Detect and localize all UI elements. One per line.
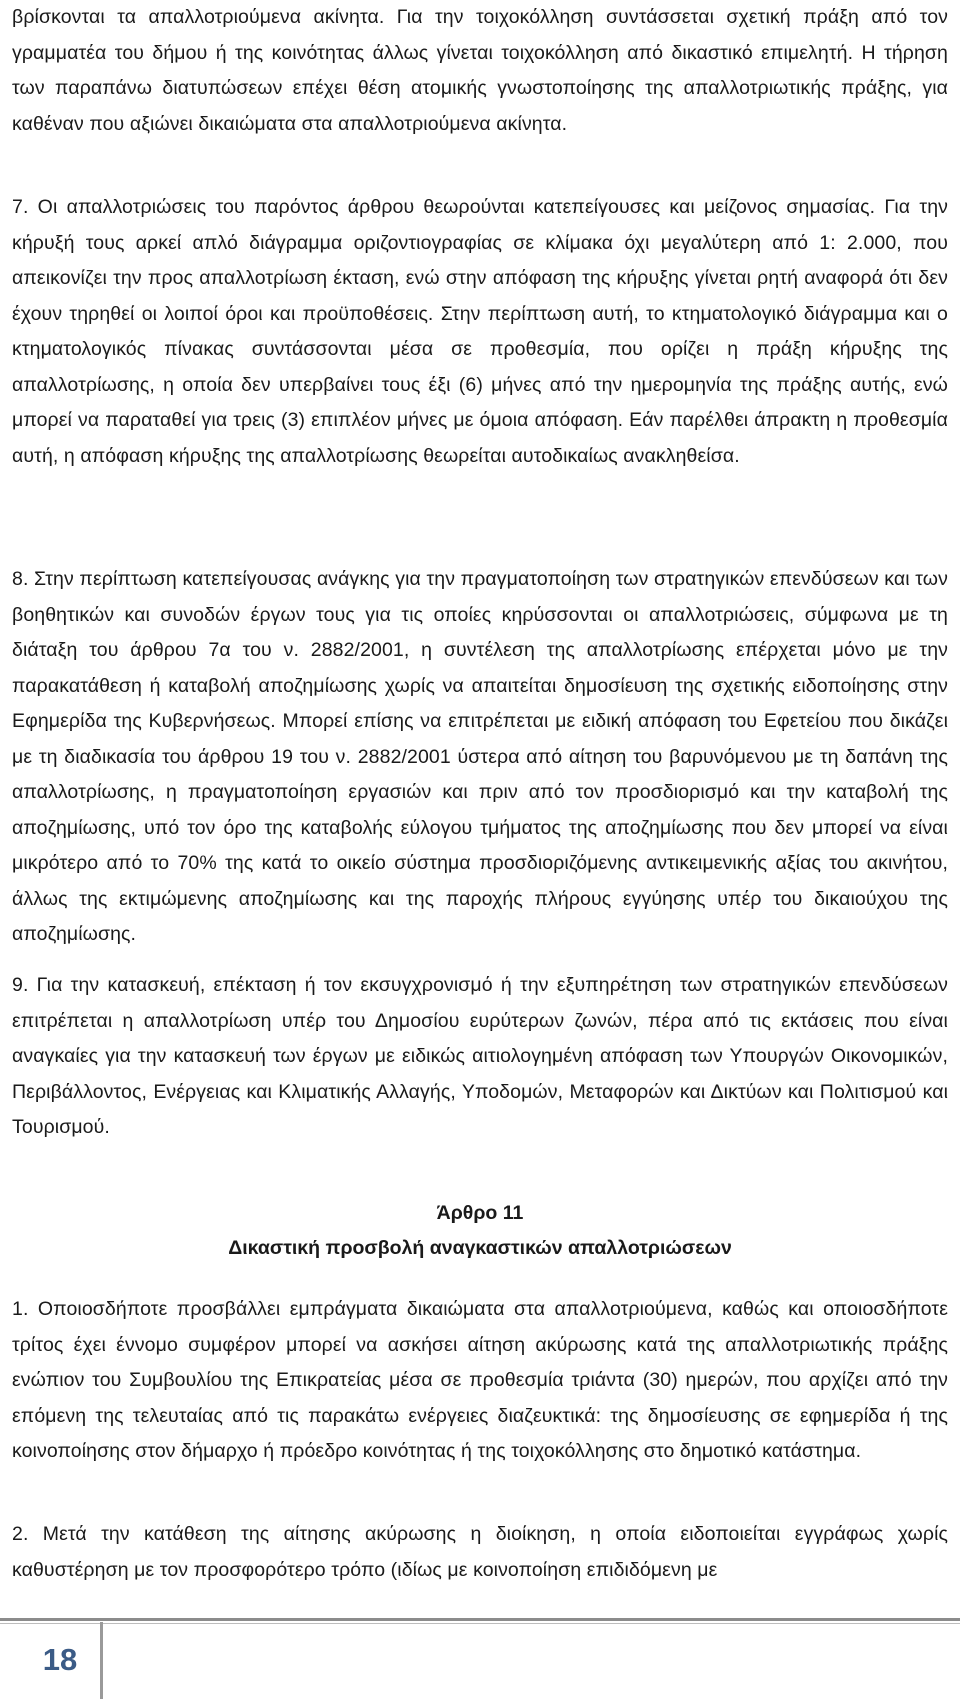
article-paragraph-2: 2. Μετά την κατάθεση της αίτησης ακύρωσης η διοίκηση, η οποία ειδοποιείται εγγράφως χωρίς καθυστέρηση με τον προσφορότερο τρόπο (ιδίως με κοινοποίηση επιδιδόμενη με: [12, 1523, 948, 1581]
article-title: Δικαστική προσβολή αναγκαστικών απαλλοτριώσεων: [228, 1237, 732, 1259]
article-heading: [12, 1196, 948, 1266]
article-paragraph-1: 1. Οποιοσδήποτε προσβάλλει εμπράγματα δικαιώματα στα απαλλοτριούμενα, καθώς και οποιοσδήποτε τρίτος έχει έννομο συμφέρον μπορεί να ασκήσει αίτηση ακύρωσης κατά της απαλλοτριωτικής πράξης ενώπιον του Συμβουλίου της Επικρατείας μέσα σε προθεσμία τριάντα (30) ημερών, που αρχίζει από την επόμενη της τελευταίας από τις παρακάτω ενέργειες διαζευκτικά: της δημοσίευσης σε εφημερίδα ή της κοινοποίησης στον δήμαρχο ή πρόεδρο κοινότητας ή της τοιχοκόλλησης στο δημοτικό κατάστημα.: [12, 1298, 948, 1462]
page-number: 18: [42, 1642, 78, 1677]
paragraph-8: 8. Στην περίπτωση κατεπείγουσας ανάγκης για την πραγματοποίηση των στρατηγικών επενδύσεων και των βοηθητικών και συνοδών έργων τους για τις οποίες κηρύσσονται οι απαλλοτριώσεις, σύμφωνα με τη διάταξη του άρθρου 7α του ν. 2882/2001, η συντέλεση της απαλλοτρίωσης επέρχεται μόνο με την παρακατάθεση ή καταβολή αποζημίωσης χωρίς να απαιτείται δημοσίευση της σχετικής ειδοποίησης στην Εφημερίδα της Κυβερνήσεως. Μπορεί επίσης να επιτρέπεται με ειδική απόφαση του Εφετείου που δικάζει με τη διαδικασία του άρθρου 19 του ν. 2882/2001 ύστερα από αίτηση του βαρυνόμενου με τη δαπάνη της απαλλοτρίωσης, η πραγματοποίηση εργασιών και πριν από τον προσδιορισμό και την καταβολή της αποζημίωσης, υπό τον όρο της καταβολής εύλογου τμήματος της αποζημίωσης που δεν μπορεί να είναι μικρότερο από το 70% της κατά το οικείο σύστημα προσδιοριζόμενης αντικειμενικής αξίας του ακινήτου, άλλως της εκτιμώμενης αποζημίωσης και της παροχής πλήρους εγγύησης υπέρ του δικαιούχου της αποζημίωσης.: [12, 568, 948, 945]
paragraph-7: 7. Οι απαλλοτριώσεις του παρόντος άρθρου θεωρούνται κατεπείγουσες και μείζονος σημασίας. Για την κήρυξή τους αρκεί απλό διάγραμμα οριζοντιογραφίας σε κλίμακα όχι μεγαλύτερη από 1: 2.000, που απεικονίζει την προς απαλλοτρίωση έκταση, ενώ στην απόφαση της κήρυξης γίνεται ρητή αναφορά ότι δεν έχουν τηρηθεί οι λοιποί όροι και προϋποθέσεις. Στην περίπτωση αυτή, το κτηματολογικό διάγραμμα και ο κτηματολογικός πίνακας συντάσσονται μέσα σε προθεσμία, που ορίζει η πράξη κήρυξης της απαλλοτρίωσης, η οποία δεν υπερβαίνει τους έξι (6) μήνες από την ημερομηνία της πράξης αυτής, ενώ μπορεί να παραταθεί για τρεις (3) επιπλέον μήνες με όμοια απόφαση. Εάν παρέλθει άπρακτη η προθεσμία αυτή, η απόφαση κήρυξης της απαλλοτρίωσης θεωρείται αυτοδικαίως ανακληθείσα.: [12, 196, 948, 467]
paragraph-9: 9. Για την κατασκευή, επέκταση ή τον εκσυγχρονισμό ή την εξυπηρέτηση των στρατηγικών επενδύσεων επιτρέπεται η απαλλοτρίωση υπέρ του Δημοσίου ευρύτερων ζωνών, πέρα από τις εκτάσεις που είναι αναγκαίες για την κατασκευή των έργων με ειδικώς αιτιολογημένη απόφαση των Υπουργών Οικονομικών, Περιβάλλοντος, Ενέργειας και Κλιματικής Αλλαγής, Υποδομών, Μεταφορών και Δικτύων και Πολιτισμού και Τουρισμού.: [12, 974, 948, 1138]
paragraph-continuation: βρίσκονται τα απαλλοτριούμενα ακίνητα. Για την τοιχοκόλληση συντάσσεται σχετική πράξη από τον γραμματέα του δήμου ή της κοινότητας άλλως γίνεται τοιχοκόλληση από δικαστικό επιμελητή. Η τήρηση των παραπάνω διατυπώσεων επέχει θέση ατομικής γνωστοποίησης της απαλλοτριωτικής πράξης, για καθέναν που αξιώνει δικαιώματα στα απαλλοτριούμενα ακίνητα.: [12, 6, 948, 135]
footer-divider-thin: [0, 1623, 960, 1624]
page-footer: [0, 1618, 960, 1699]
footer-vertical-divider: [100, 1622, 103, 1699]
footer-divider: [0, 1618, 960, 1621]
article-number: Άρθρο 11: [436, 1202, 524, 1224]
